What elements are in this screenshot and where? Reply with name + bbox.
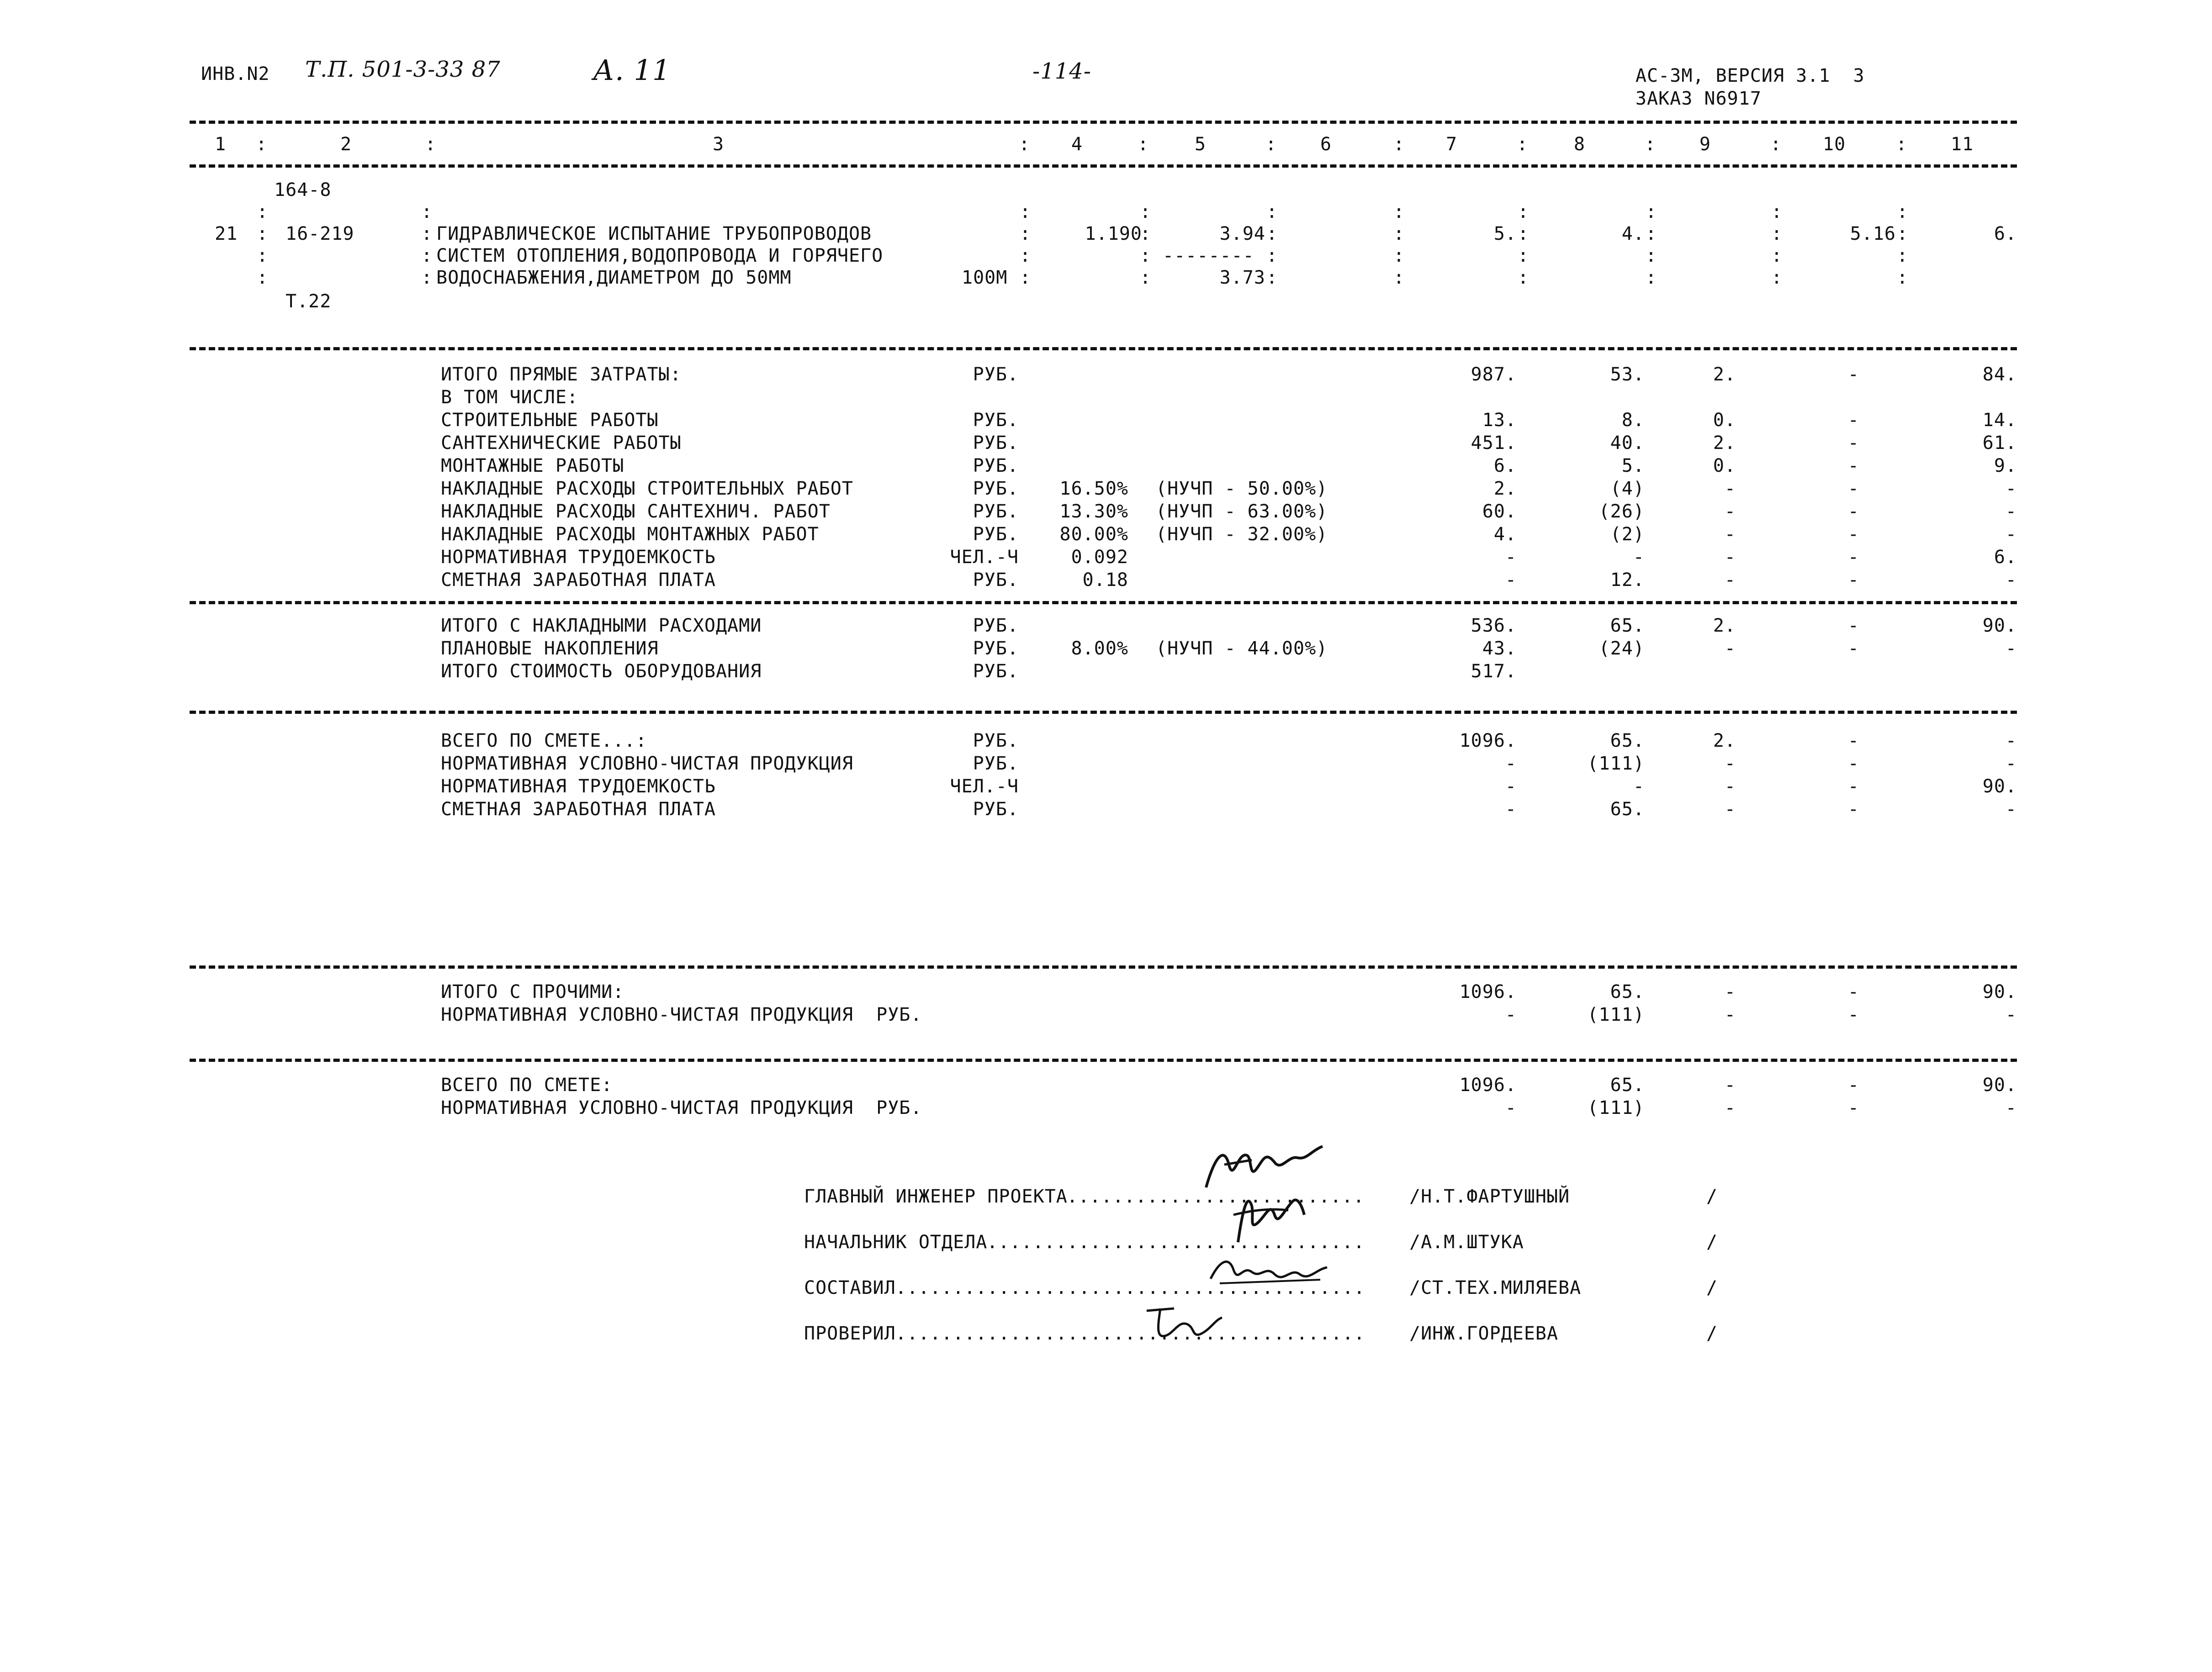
col-sep: :	[1393, 201, 1405, 222]
item-price-2: 3.73	[1219, 267, 1265, 288]
row-label: СТРОИТЕЛЬНЫЕ РАБОТЫ	[441, 410, 659, 431]
signature-dots: .................................	[987, 1232, 1365, 1253]
col-sep: :	[1897, 201, 1909, 222]
row-label: НОРМАТИВНАЯ ТРУДОЕМКОСТЬ	[441, 776, 716, 797]
row-c10: -	[1847, 638, 1859, 659]
row-label: ИТОГО ПРЯМЫЕ ЗАТРАТЫ:	[441, 364, 682, 385]
row-c10: -	[1847, 1004, 1859, 1025]
col-sep: :	[1646, 223, 1657, 244]
row-c11: 9.	[1994, 455, 2017, 476]
signature-dots: ..........................	[1067, 1186, 1365, 1207]
row-c10: -	[1847, 547, 1859, 568]
item-code-bottom: Т.22	[286, 291, 332, 312]
col-3: 3	[713, 134, 725, 155]
row-c11: 84.	[1982, 364, 2017, 385]
row-c8: (24)	[1598, 638, 1645, 659]
row-c11: -	[2005, 478, 2017, 499]
row-label: ИТОГО СТОИМОСТЬ ОБОРУДОВАНИЯ	[441, 661, 762, 682]
col-sep: :	[1896, 134, 1908, 155]
row-c9: -	[1724, 1097, 1736, 1118]
row-nuchp: (НУЧП - 44.00%)	[1156, 638, 1328, 659]
col-sep: :	[1020, 267, 1032, 288]
row-c9: -	[1724, 1075, 1736, 1096]
col-2: 2	[340, 134, 352, 155]
row-c7: 2.	[1493, 478, 1517, 499]
row-unit: РУБ.	[973, 615, 1019, 636]
col-sep: :	[1897, 267, 1909, 288]
item-desc-line-1: ГИДРАВЛИЧЕСКОЕ ИСПЫТАНИЕ ТРУБОПРОВОДОВ	[436, 223, 872, 244]
row-c10: -	[1847, 1097, 1859, 1118]
col-sep: :	[1266, 201, 1278, 222]
row-c10: -	[1847, 981, 1859, 1002]
item-c10: 5.16	[1850, 223, 1896, 244]
row-c9: -	[1724, 799, 1736, 820]
item-number: 21	[215, 223, 238, 244]
row-label: ИТОГО С ПРОЧИМИ:	[441, 981, 624, 1002]
row-label: СМЕТНАЯ ЗАРАБОТНАЯ ПЛАТА	[441, 570, 716, 591]
row-unit: РУБ.	[973, 478, 1019, 499]
row-c7: 1096.	[1459, 730, 1517, 751]
col-sep: :	[1019, 134, 1031, 155]
col-7: 7	[1446, 134, 1458, 155]
row-c11: 61.	[1982, 433, 2017, 454]
row-c7: 4.	[1493, 524, 1517, 545]
col-sep: :	[1646, 267, 1657, 288]
item-price: 3.94	[1219, 223, 1265, 244]
col-sep: :	[425, 134, 437, 155]
row-c10: -	[1847, 570, 1859, 591]
rule-block-5	[190, 1059, 2017, 1062]
col-sep: :	[1771, 201, 1783, 222]
signature-role: НАЧАЛЬНИК ОТДЕЛА	[804, 1232, 988, 1253]
row-c9: -	[1724, 638, 1736, 659]
row-c9: 2.	[1713, 433, 1736, 454]
row-c8: 12.	[1610, 570, 1645, 591]
col-8: 8	[1574, 134, 1586, 155]
col-sep: :	[1265, 134, 1277, 155]
item-desc-line-3: ВОДОСНАБЖЕНИЯ,ДИАМЕТРОМ ДО 50ММ	[436, 267, 792, 288]
row-c7: 987.	[1471, 364, 1517, 385]
row-c8: 53.	[1610, 364, 1645, 385]
signature-slash: /	[1706, 1186, 1718, 1207]
row-c8: -	[1633, 776, 1645, 797]
row-c9: -	[1724, 1004, 1736, 1025]
col-sep: :	[1770, 134, 1782, 155]
col-sep: :	[421, 245, 433, 266]
row-c8: (4)	[1610, 478, 1645, 499]
row-c10: -	[1847, 478, 1859, 499]
col-sep: :	[1393, 134, 1405, 155]
version-label: АС-3М, ВЕРСИЯ 3.1 3	[1635, 65, 1865, 86]
col-sep: :	[421, 223, 433, 244]
row-label: НОРМАТИВНАЯ УСЛОВНО-ЧИСТАЯ ПРОДУКЦИЯ	[441, 753, 853, 774]
row-c7: 536.	[1471, 615, 1517, 636]
col-sep: :	[257, 201, 269, 222]
col-sep: :	[1266, 267, 1278, 288]
row-label: НОРМАТИВНАЯ ТРУДОЕМКОСТЬ	[441, 547, 716, 568]
row-c11: -	[2005, 501, 2017, 522]
row-unit: РУБ.	[973, 524, 1019, 545]
col-sep: :	[1138, 134, 1149, 155]
col-sep: :	[1646, 201, 1657, 222]
row-c7: -	[1505, 1097, 1517, 1118]
row-c8: (111)	[1587, 1004, 1645, 1025]
signature-name: /А.М.ШТУКА	[1409, 1232, 1524, 1253]
row-c8: 65.	[1610, 615, 1645, 636]
signature-department-head	[1224, 1183, 1316, 1251]
row-unit: РУБ.	[973, 455, 1019, 476]
col-sep: :	[1393, 223, 1405, 244]
col-sep: :	[1266, 223, 1278, 244]
item-c11: 6.	[1994, 223, 2017, 244]
col-10: 10	[1823, 134, 1846, 155]
item-c7: 5.	[1493, 223, 1517, 244]
row-c10: -	[1847, 455, 1859, 476]
row-percent: 16.50%	[1059, 478, 1128, 499]
row-c11: -	[2005, 730, 2017, 751]
row-c11: -	[2005, 638, 2017, 659]
signature-name: /ИНЖ.ГОРДЕЕВА	[1409, 1323, 1559, 1344]
col-sep: :	[1140, 223, 1152, 244]
row-nuchp: (НУЧП - 50.00%)	[1156, 478, 1328, 499]
row-unit: РУБ.	[973, 410, 1019, 431]
item-code: 16-219	[286, 223, 355, 244]
row-unit: РУБ.	[973, 661, 1019, 682]
col-sep: :	[1646, 245, 1657, 266]
row-c11: 90.	[1982, 615, 2017, 636]
row-label: МОНТАЖНЫЕ РАБОТЫ	[441, 455, 624, 476]
row-c9: -	[1724, 501, 1736, 522]
row-c7: -	[1505, 753, 1517, 774]
row-c10: -	[1847, 501, 1859, 522]
col-sep: :	[1517, 134, 1529, 155]
col-sep: :	[1140, 267, 1152, 288]
row-c9: 2.	[1713, 730, 1736, 751]
inventory-label: ИНВ.N2	[201, 63, 270, 84]
row-c8: 65.	[1610, 730, 1645, 751]
row-c8: 65.	[1610, 799, 1645, 820]
row-c9: 0.	[1713, 410, 1736, 431]
row-c9: 2.	[1713, 364, 1736, 385]
col-sep: :	[1518, 201, 1529, 222]
row-c9: -	[1724, 547, 1736, 568]
rule-block-3	[190, 711, 2017, 714]
col-sep: :	[1897, 223, 1909, 244]
rule-block-1	[190, 347, 2017, 350]
row-percent: 0.18	[1082, 570, 1128, 591]
signature-role: СОСТАВИЛ	[804, 1277, 896, 1298]
row-c7: -	[1505, 547, 1517, 568]
rule-top	[190, 121, 2017, 124]
row-c11: 6.	[1994, 547, 2017, 568]
row-c11: -	[2005, 524, 2017, 545]
col-sep: :	[1393, 245, 1405, 266]
row-c7: 43.	[1482, 638, 1517, 659]
item-quantity: 1.190	[1085, 223, 1142, 244]
row-c8: (111)	[1587, 1097, 1645, 1118]
row-c10: -	[1847, 433, 1859, 454]
row-c8: -	[1633, 547, 1645, 568]
signature-slash: /	[1706, 1232, 1718, 1253]
row-c9: -	[1724, 776, 1736, 797]
row-c7: 1096.	[1459, 981, 1517, 1002]
col-sep: :	[1020, 245, 1032, 266]
row-nuchp: (НУЧП - 32.00%)	[1156, 524, 1328, 545]
row-percent: 13.30%	[1059, 501, 1128, 522]
project-code: Т.П. 501-3-33 87	[305, 57, 501, 82]
row-c8: 5.	[1621, 455, 1645, 476]
row-label: НАКЛАДНЫЕ РАСХОДЫ САНТЕХНИЧ. РАБОТ	[441, 501, 831, 522]
rule-header-bottom	[190, 164, 2017, 168]
row-percent: 80.00%	[1059, 524, 1128, 545]
row-c7: 6.	[1493, 455, 1517, 476]
col-4: 4	[1071, 134, 1083, 155]
row-percent: 8.00%	[1071, 638, 1128, 659]
row-c11: -	[2005, 799, 2017, 820]
signature-dots: .........................................	[895, 1277, 1365, 1298]
row-label: НАКЛАДНЫЕ РАСХОДЫ СТРОИТЕЛЬНЫХ РАБОТ	[441, 478, 853, 499]
item-desc-line-2: СИСТЕМ ОТОПЛЕНИЯ,ВОДОПРОВОДА И ГОРЯЧЕГО	[436, 245, 884, 266]
col-sep: :	[1518, 267, 1529, 288]
row-unit: РУБ.	[973, 638, 1019, 659]
signature-slash: /	[1706, 1323, 1718, 1344]
row-c9: -	[1724, 981, 1736, 1002]
signature-slash: /	[1706, 1277, 1718, 1298]
rule-block-4	[190, 965, 2017, 969]
signature-checker	[1138, 1297, 1229, 1347]
col-sep: :	[1140, 201, 1152, 222]
row-c11: 90.	[1982, 1075, 2017, 1096]
row-label: САНТЕХНИЧЕСКИЕ РАБОТЫ	[441, 433, 682, 454]
row-label: ВСЕГО ПО СМЕТЕ:	[441, 1075, 613, 1096]
row-c7: -	[1505, 570, 1517, 591]
row-unit: ЧЕЛ.-Ч	[950, 776, 1019, 797]
row-c10: -	[1847, 1075, 1859, 1096]
row-label: СМЕТНАЯ ЗАРАБОТНАЯ ПЛАТА	[441, 799, 716, 820]
row-c8: 40.	[1610, 433, 1645, 454]
row-c8: (2)	[1610, 524, 1645, 545]
row-c10: -	[1847, 799, 1859, 820]
item-price-dash: --------	[1163, 245, 1254, 266]
col-sep: :	[1393, 267, 1405, 288]
col-sep: :	[1771, 267, 1783, 288]
row-c10: -	[1847, 410, 1859, 431]
item-unit: 100М	[962, 267, 1008, 288]
col-sep: :	[256, 134, 268, 155]
row-c10: -	[1847, 776, 1859, 797]
row-label: НОРМАТИВНАЯ УСЛОВНО-ЧИСТАЯ ПРОДУКЦИЯ РУБ.	[441, 1097, 922, 1118]
row-c9: -	[1724, 478, 1736, 499]
row-c10: -	[1847, 730, 1859, 751]
row-c10: -	[1847, 615, 1859, 636]
album-number: А. 11	[593, 53, 671, 87]
order-label: ЗАКАЗ N6917	[1635, 88, 1762, 109]
row-c8: (111)	[1587, 753, 1645, 774]
signature-name: /Н.Т.ФАРТУШНЫЙ	[1409, 1186, 1570, 1207]
row-label: НАКЛАДНЫЕ РАСХОДЫ МОНТАЖНЫХ РАБОТ	[441, 524, 819, 545]
row-c10: -	[1847, 364, 1859, 385]
row-unit: РУБ.	[973, 753, 1019, 774]
row-unit: ЧЕЛ.-Ч	[950, 547, 1019, 568]
signature-role: ПРОВЕРИЛ	[804, 1323, 896, 1344]
col-5: 5	[1195, 134, 1207, 155]
row-c7: 451.	[1471, 433, 1517, 454]
page-number: -114-	[1032, 58, 1092, 84]
col-sep: :	[421, 201, 433, 222]
col-sep: :	[1518, 245, 1529, 266]
row-percent: 0.092	[1071, 547, 1128, 568]
col-11: 11	[1951, 134, 1974, 155]
row-unit: РУБ.	[973, 433, 1019, 454]
col-sep: :	[257, 267, 269, 288]
row-label: ПЛАНОВЫЕ НАКОПЛЕНИЯ	[441, 638, 659, 659]
signature-role: ГЛАВНЫЙ ИНЖЕНЕР ПРОЕКТА	[804, 1186, 1068, 1207]
row-label: В ТОМ ЧИСЛЕ:	[441, 387, 578, 408]
col-sep: :	[1266, 245, 1278, 266]
col-sep: :	[421, 267, 433, 288]
item-c8: 4.	[1621, 223, 1645, 244]
col-sep: :	[1140, 245, 1152, 266]
row-c10: -	[1847, 753, 1859, 774]
col-sep: :	[1771, 245, 1783, 266]
col-1: 1	[215, 134, 227, 155]
signature-dots: .........................................	[895, 1323, 1365, 1344]
row-c10: -	[1847, 524, 1859, 545]
row-c8: 8.	[1621, 410, 1645, 431]
signature-compiler	[1206, 1251, 1334, 1292]
col-sep: :	[1020, 201, 1032, 222]
col-sep: :	[1020, 223, 1032, 244]
row-c9: -	[1724, 753, 1736, 774]
row-label: НОРМАТИВНАЯ УСЛОВНО-ЧИСТАЯ ПРОДУКЦИЯ РУБ.	[441, 1004, 922, 1025]
row-nuchp: (НУЧП - 63.00%)	[1156, 501, 1328, 522]
signature-name: /СТ.ТЕХ.МИЛЯЕВА	[1409, 1277, 1582, 1298]
row-c11: 90.	[1982, 776, 2017, 797]
row-c7: 517.	[1471, 661, 1517, 682]
col-sep: :	[1645, 134, 1656, 155]
item-code-top: 164-8	[274, 179, 332, 200]
row-c11: -	[2005, 1097, 2017, 1118]
row-unit: РУБ.	[973, 501, 1019, 522]
row-c7: 13.	[1482, 410, 1517, 431]
row-c9: 0.	[1713, 455, 1736, 476]
col-sep: :	[1518, 223, 1529, 244]
row-c11: -	[2005, 570, 2017, 591]
row-c7: 60.	[1482, 501, 1517, 522]
row-unit: РУБ.	[973, 570, 1019, 591]
row-c8: (26)	[1598, 501, 1645, 522]
row-c11: -	[2005, 753, 2017, 774]
row-unit: РУБ.	[973, 799, 1019, 820]
row-c11: 14.	[1982, 410, 2017, 431]
row-c11: 90.	[1982, 981, 2017, 1002]
col-sep: :	[1897, 245, 1909, 266]
row-c7: 1096.	[1459, 1075, 1517, 1096]
row-c7: -	[1505, 799, 1517, 820]
col-6: 6	[1320, 134, 1332, 155]
row-unit: РУБ.	[973, 730, 1019, 751]
col-9: 9	[1699, 134, 1711, 155]
row-label: ВСЕГО ПО СМЕТЕ...:	[441, 730, 647, 751]
row-c7: -	[1505, 1004, 1517, 1025]
col-sep: :	[257, 245, 269, 266]
col-sep: :	[1771, 223, 1783, 244]
row-c9: -	[1724, 524, 1736, 545]
row-c8: 65.	[1610, 981, 1645, 1002]
row-c9: 2.	[1713, 615, 1736, 636]
row-c11: -	[2005, 1004, 2017, 1025]
row-unit: РУБ.	[973, 364, 1019, 385]
col-sep: :	[257, 223, 269, 244]
row-label: ИТОГО С НАКЛАДНЫМИ РАСХОДАМИ	[441, 615, 762, 636]
rule-block-2	[190, 601, 2017, 604]
row-c9: -	[1724, 570, 1736, 591]
row-c7: -	[1505, 776, 1517, 797]
row-c8: 65.	[1610, 1075, 1645, 1096]
